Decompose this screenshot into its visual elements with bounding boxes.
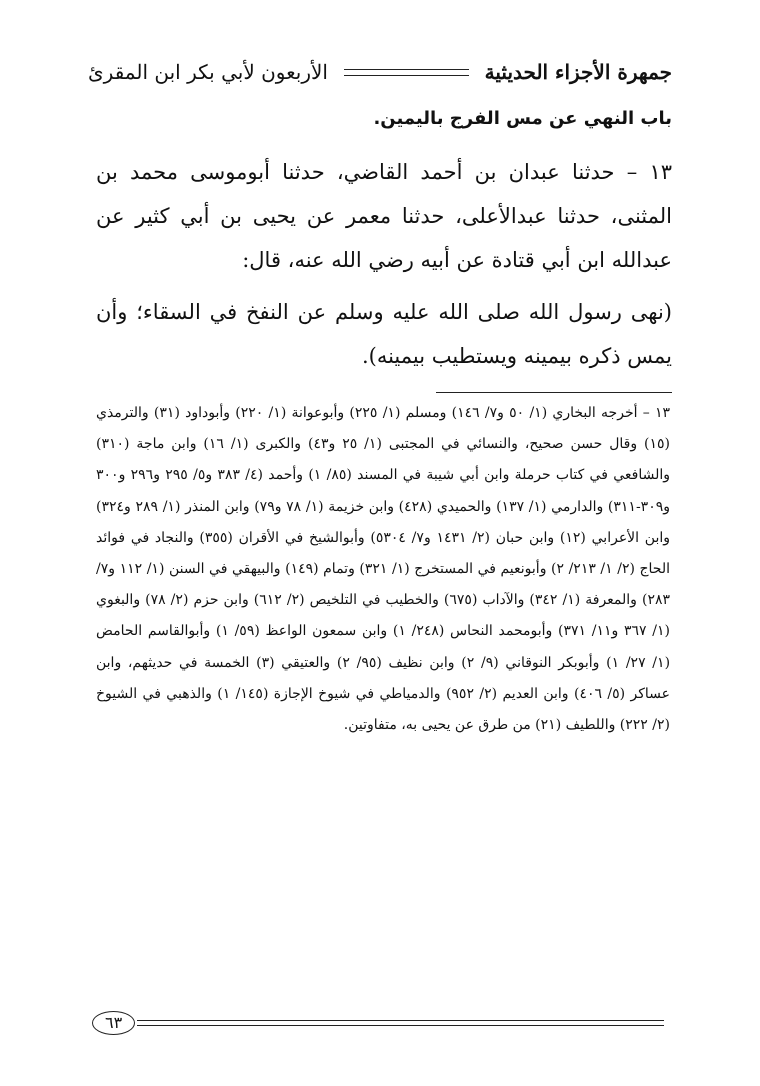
chapter-title: باب النهي عن مس الفرج باليمين.: [373, 108, 672, 129]
hadith-body: [96, 150, 672, 378]
footnote-text: ١٣ – أخرجه البخاري (١/ ٥٠ و٧/ ١٤٦) ومسلم (١/ ٢٢٥) وأبوعوانة (١/ ٢٢٠) وأبوداود (٣١) والترمذي (١٥) وقال حسن صحيح، والنسائي في المجتبى (١/ ٢٥ و٤٣) والكبرى (١/ ١٦) وابن ماجة (٣١٠) والشافعي في كتاب حرملة وابن أبي شيبة في المسند (٨٥/ ١) وأحمد (٤/ ٣٨٣ و٥/ ٢٩٥ و٢٩٦ و٣٠٠ و٣٠٩-٣١١) والدارمي (١/ ١٣٧) والحميدي (٤٢٨) وابن خزيمة (١/ ٧٨ و٧٩) وابن المنذر (١/ ٢٨٩ و٣٢٤) وابن الأعرابي (١٢) وابن حبان (٢/ ١٤٣١ و٧/ ٥٣٠٤) وأبوالشيخ في الأقران (٣٥٥) والنجاد في فوائد الحاج (٢/ ١/ ٢١٣/ ٢) وأبونعيم في المستخرج (١/ ٣٢١) وتمام (١٤٩) والبيهقي في السنن (١/ ١١٢ و٧/ ٢٨٣) والمعرفة (١/ ٣٤٢) والآداب (٦٧٥) والخطيب في التلخيص (٢/ ٦١٢) وابن حزم (٢/ ٧٨) والبغوي (١/ ٣٦٧ و١١/ ٣٧١) وأبومحمد النحاس (٢٤٨/ ١) وابن سمعون الواعظ (٥٩/ ١) وأبوالقاسم الحامض (١/ ٢٧/ ١) وأبوبكر النوقاني (٩/ ٢) وابن نظيف (٩٥/ ٢) والعتيقي (٣) الخمسة في حديثهم، وابن عساكر (٥/ ٤٠٦) وابن العديم (٢/ ٩٥٢) والدمياطي في شيوخ الإجازة (١٤٥/ ١) والذهبي في الشيوخ (٢/ ٢٢٢) واللطيف (٢١) من طرق عن يحيى به، متفاوتين.: [96, 405, 671, 734]
running-header: [88, 52, 672, 92]
footnote-separator: [436, 392, 672, 393]
header-divider: [344, 69, 469, 76]
page-number: ٦٣: [92, 1011, 135, 1035]
footer-divider: [137, 1020, 664, 1026]
book-title: الأربعون لأبي بكر ابن المقرئ: [88, 60, 328, 84]
collection-title: جمهرة الأجزاء الحديثية: [484, 60, 672, 84]
hadith-matn: (نهى رسول الله صلى الله عليه وسلم عن النفخ في السقاء؛ وأن يمس ذكره بيمينه ويستطيب بيمينه).: [96, 300, 672, 368]
hadith-isnad: ١٣ – حدثنا عبدان بن أحمد القاضي، حدثنا أبوموسى محمد بن المثنى، حدثنا عبدالأعلى، حدثنا معمر عن يحيى بن أبي كثير عن عبدالله ابن أبي قتادة عن أبيه رضي الله عنه، قال:: [96, 160, 672, 272]
page-footer: [92, 1008, 664, 1038]
